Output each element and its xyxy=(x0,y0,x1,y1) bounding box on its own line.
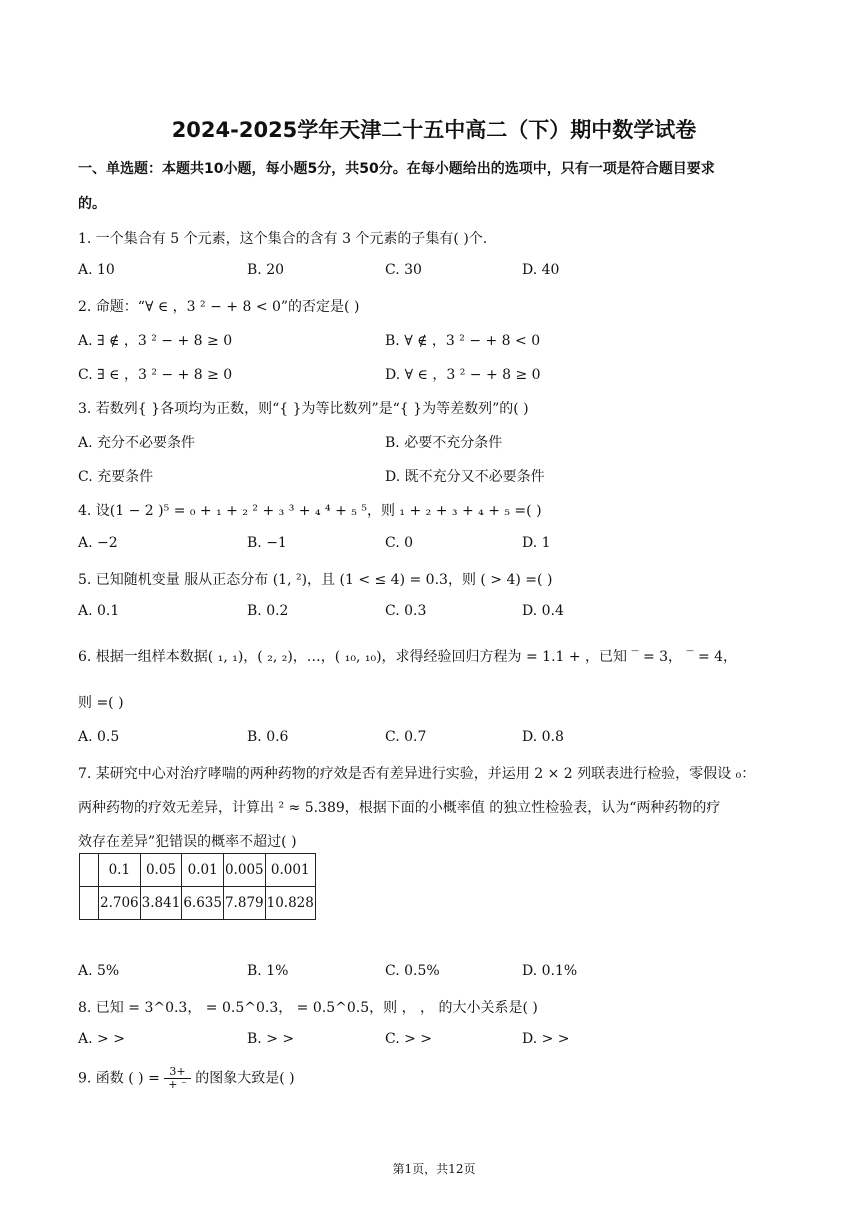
table-cell: 0.05 xyxy=(140,854,182,887)
q6-option-a: A. 0.5 xyxy=(78,729,120,745)
q2-option-d: D. ∀ ∈ ，3 ² − + 8 ≥ 0 xyxy=(385,367,541,383)
q9-fraction-denominator: + ⁻ xyxy=(168,1078,187,1091)
q1-option-d: D. 40 xyxy=(522,262,560,278)
q6-option-c: C. 0.7 xyxy=(385,729,427,745)
section-instructions: 一、单选题：本题共10小题，每小题5分，共50分。在每小题给出的选项中，只有一项是符合题目要求 xyxy=(78,161,715,177)
q7-option-c: C. 0.5% xyxy=(385,963,440,979)
q4-option-d: D. 1 xyxy=(522,535,551,551)
q8-option-c: C. > > xyxy=(385,1031,433,1047)
q6-option-b: B. 0.6 xyxy=(247,729,289,745)
chi-square-critical-table xyxy=(79,853,316,920)
table-header-x xyxy=(80,887,99,920)
q8-option-b: B. > > xyxy=(247,1031,295,1047)
q9-stem-prefix: 9. 函数 ( ) = xyxy=(78,1070,160,1087)
q5-option-d: D. 0.4 xyxy=(522,603,564,619)
table-row-alpha xyxy=(80,854,316,887)
table-header-alpha xyxy=(80,854,99,887)
table-cell: 0.01 xyxy=(182,854,224,887)
q1-option-c: C. 30 xyxy=(385,262,422,278)
page-footer: 第1页，共12页 xyxy=(392,1162,476,1176)
q5-option-c: C. 0.3 xyxy=(385,603,427,619)
q9-fraction-numerator: 3+ xyxy=(164,1066,191,1079)
question-7-stem-line3: 效存在差异”犯错误的概率不超过( ) xyxy=(78,834,297,850)
table-cell: 3.841 xyxy=(140,887,182,920)
table-cell: 0.001 xyxy=(265,854,315,887)
table-cell: 2.706 xyxy=(99,887,141,920)
q4-option-c: C. 0 xyxy=(385,535,414,551)
question-1-stem: 1. 一个集合有 5 个元素，这个集合的含有 3 个元素的子集有( )个. xyxy=(78,231,488,247)
question-4-stem: 4. 设(1 − 2 )⁵ = ₀ + ₁ + ₂ ² + ₃ ³ + ₄ ⁴ + ₅ ⁵，则 ₁ + ₂ + ₃ + ₄ + ₅ =( ) xyxy=(78,503,542,519)
q5-option-a: A. 0.1 xyxy=(78,603,120,619)
question-3-stem: 3. 若数列{ }各项均为正数，则“{ }为等比数列”是“{ }为等差数列”的( ) xyxy=(78,401,529,417)
q1-option-a: A. 10 xyxy=(78,262,115,278)
q3-option-d: D. 既不充分又不必要条件 xyxy=(385,469,545,485)
q4-option-a: A. −2 xyxy=(78,535,118,551)
section-instructions-cont: 的。 xyxy=(78,196,106,212)
q3-option-b: B. 必要不充分条件 xyxy=(385,435,503,451)
question-7-stem: 7. 某研究中心对治疗哮喘的两种药物的疗效是否有差异进行实验，并运用 2 × 2 列联表进行检验，零假设 ₀： xyxy=(78,766,756,782)
q5-option-b: B. 0.2 xyxy=(247,603,289,619)
q3-option-c: C. 充要条件 xyxy=(78,469,154,485)
q7-option-b: B. 1% xyxy=(247,963,289,979)
table-cell: 10.828 xyxy=(265,887,315,920)
q4-option-b: B. −1 xyxy=(247,535,287,551)
question-6-stem: 6. 根据一组样本数据( ₁, ₁)，( ₂, ₂)，…，( ₁₀, ₁₀)，求得经验回归方程为 = 1.1 + ，已知 ‾ = 3， ‾ = 4， xyxy=(78,649,738,665)
question-8-stem: 8. 已知 = 3^0.3， = 0.5^0.3， = 0.5^0.5，则 ， ， 的大小关系是( ) xyxy=(78,1000,538,1016)
q7-option-a: A. 5% xyxy=(78,963,120,979)
q9-fraction xyxy=(164,1066,191,1091)
q7-option-d: D. 0.1% xyxy=(522,963,578,979)
q8-option-a: A. > > xyxy=(78,1031,125,1047)
q6-option-d: D. 0.8 xyxy=(522,729,564,745)
question-7-stem-line2: 两种药物的疗效无差异，计算出 ² ≈ 5.389，根据下面的小概率值 的独立性检验表，认为“两种药物的疗 xyxy=(78,800,721,816)
q1-option-b: B. 20 xyxy=(247,262,285,278)
table-cell: 0.1 xyxy=(99,854,141,887)
q3-option-a: A. 充分不必要条件 xyxy=(78,435,196,451)
question-2-stem: 2. 命题：“∀ ∈ ，3 ² − + 8 < 0”的否定是( ) xyxy=(78,299,360,315)
question-5-stem: 5. 已知随机变量 服从正态分布 (1, ²)，且 (1 < ≤ 4) = 0.3，则 ( > 4) =( ) xyxy=(78,572,553,588)
q9-stem-suffix: 的图象大致是( ) xyxy=(195,1070,295,1087)
q2-option-a: A. ∃ ∉ ，3 ² − + 8 ≥ 0 xyxy=(78,333,233,349)
table-cell: 0.005 xyxy=(223,854,265,887)
q2-option-b: B. ∀ ∉ ，3 ² − + 8 < 0 xyxy=(385,333,541,349)
table-row-critical xyxy=(80,887,316,920)
q8-option-d: D. > > xyxy=(522,1031,570,1047)
q2-option-c: C. ∃ ∈ ，3 ² − + 8 ≥ 0 xyxy=(78,367,233,383)
page-title: 2024-2025学年天津二十五中高二（下）期中数学试卷 xyxy=(171,118,697,142)
table-cell: 6.635 xyxy=(182,887,224,920)
question-6-stem-cont: 则 =( ) xyxy=(78,695,124,711)
question-9-stem xyxy=(78,1066,295,1091)
table-cell: 7.879 xyxy=(223,887,265,920)
